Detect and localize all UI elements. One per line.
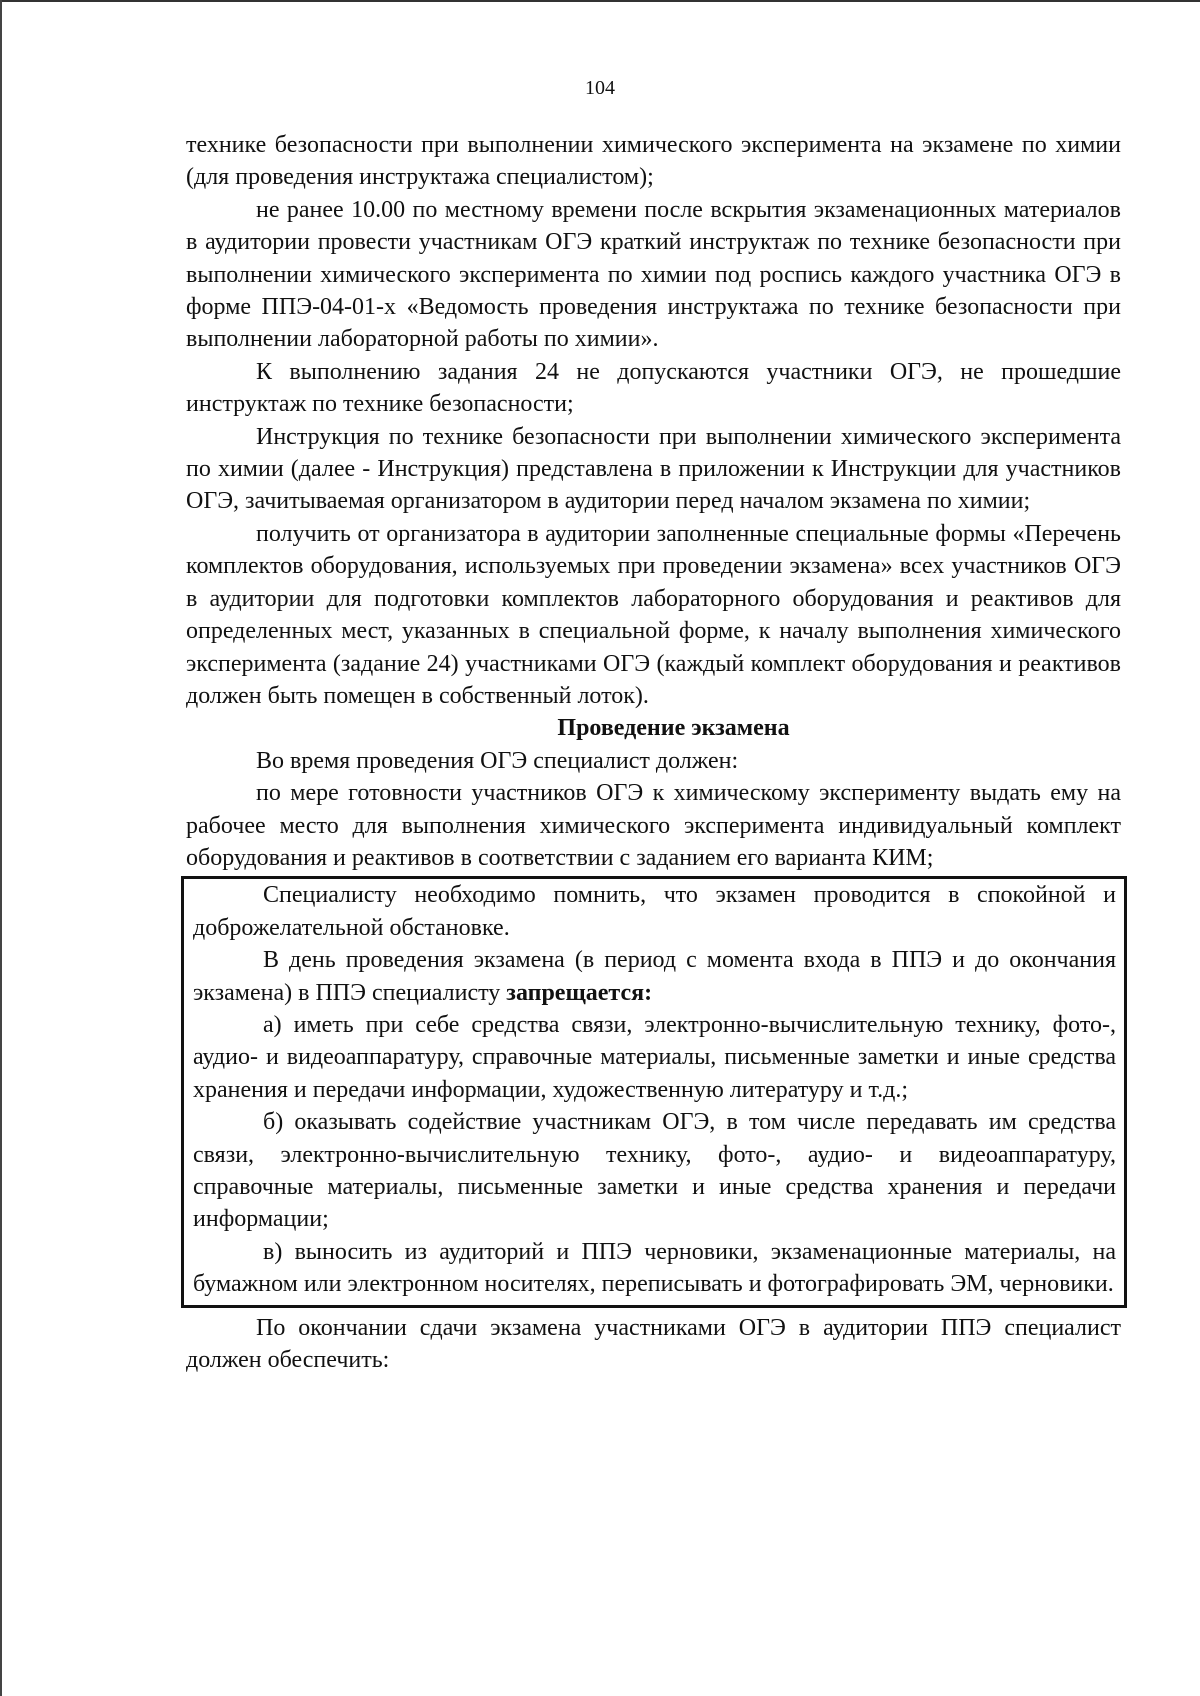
scan-edge-left [0, 0, 2, 1696]
notice-calm-atmosphere: Специалисту необходимо помнить, что экзамен проводится в спокойной и доброжелательной обстановке. [193, 882, 1116, 941]
notice-prohibited-text: В день проведения экзамена (в период с момента входа в ППЭ и до окончания экзамена) в ППЭ специалисту [193, 947, 1116, 1006]
notice-item-a: а) иметь при себе средства связи, электронно-вычислительную технику, фото-, аудио- и видеоаппаратуру, справочные материалы, письменные заметки и иные средства хранения и передачи информации, художественную литературу и т.д.; [193, 1011, 1116, 1103]
paragraph-after-exam: По окончании сдачи экзамена участниками ОГЭ в аудитории ППЭ специалист должен обеспечить: [186, 1314, 1121, 1374]
paragraph-instruction: Инструкция по технике безопасности при выполнении химического эксперимента по химии (далее - Инструкция) представлена в приложении к Инструкции для участников ОГЭ, зачитываемая организатором в аудитории перед началом экзамена по химии; [186, 423, 1121, 515]
document-body [186, 129, 1121, 1376]
page-number: 104 [585, 77, 615, 99]
paragraph-equipment-forms: получить от организатора в аудитории заполненные специальные формы «Перечень комплектов оборудования, используемых при проведении экзамена» всех участников ОГЭ в аудитории для подготовки комплектов лабораторного оборудования и реактивов для определенных мест, указанных в специальной форме, к началу выполнения химического эксперимента (задание 24) участниками ОГЭ (каждый комплект оборудования и реактивов должен быть помещен в собственный лоток). [186, 520, 1121, 709]
paragraph-task-24-admission: К выполнению задания 24 не допускаются участники ОГЭ, не прошедшие инструктаж по технике безопасности; [186, 358, 1121, 418]
notice-item-b: б) оказывать содействие участникам ОГЭ, в том числе передавать им средства связи, электронно-вычислительную технику, фото-, аудио- и видеоаппаратуру, справочные материалы, письменные заметки и иные средства хранения и передачи информации; [193, 1109, 1116, 1233]
paragraph-issue-kit: по мере готовности участников ОГЭ к химическому эксперименту выдать ему на рабочее место для выполнения химического эксперимента индивидуальный комплект оборудования и реактивов в соответствии с заданием его варианта КИМ; [186, 780, 1121, 871]
section-heading: Проведение экзамена [557, 715, 790, 742]
paragraph-safety-continuation: технике безопасности при выполнении химического эксперимента на экзамене по химии (для проведения инструктажа специалистом); [186, 132, 1121, 191]
paragraph-during-exam: Во время проведения ОГЭ специалист должен: [256, 747, 739, 774]
notice-prohibited-keyword: запрещается: [506, 979, 653, 1006]
notice-item-c: в) выносить из аудиторий и ППЭ черновики, экзаменационные материалы, на бумажном или электронном носителях, переписывать и фотографировать ЭМ, черновики. [193, 1238, 1116, 1298]
paragraph-briefing: не ранее 10.00 по местному времени после вскрытия экзаменационных материалов в аудитории провести участникам ОГЭ краткий инструктаж по технике безопасности при выполнении химического эксперимента по химии под роспись каждого участника ОГЭ в форме ППЭ-04-01-х «Ведомость проведения инструктажа по технике безопасности при выполнении лабораторной работы по химии». [186, 196, 1121, 353]
boxed-notice [181, 876, 1127, 1307]
scan-edge-top [0, 0, 1200, 2]
notice-prohibited-intro [193, 944, 1116, 1009]
